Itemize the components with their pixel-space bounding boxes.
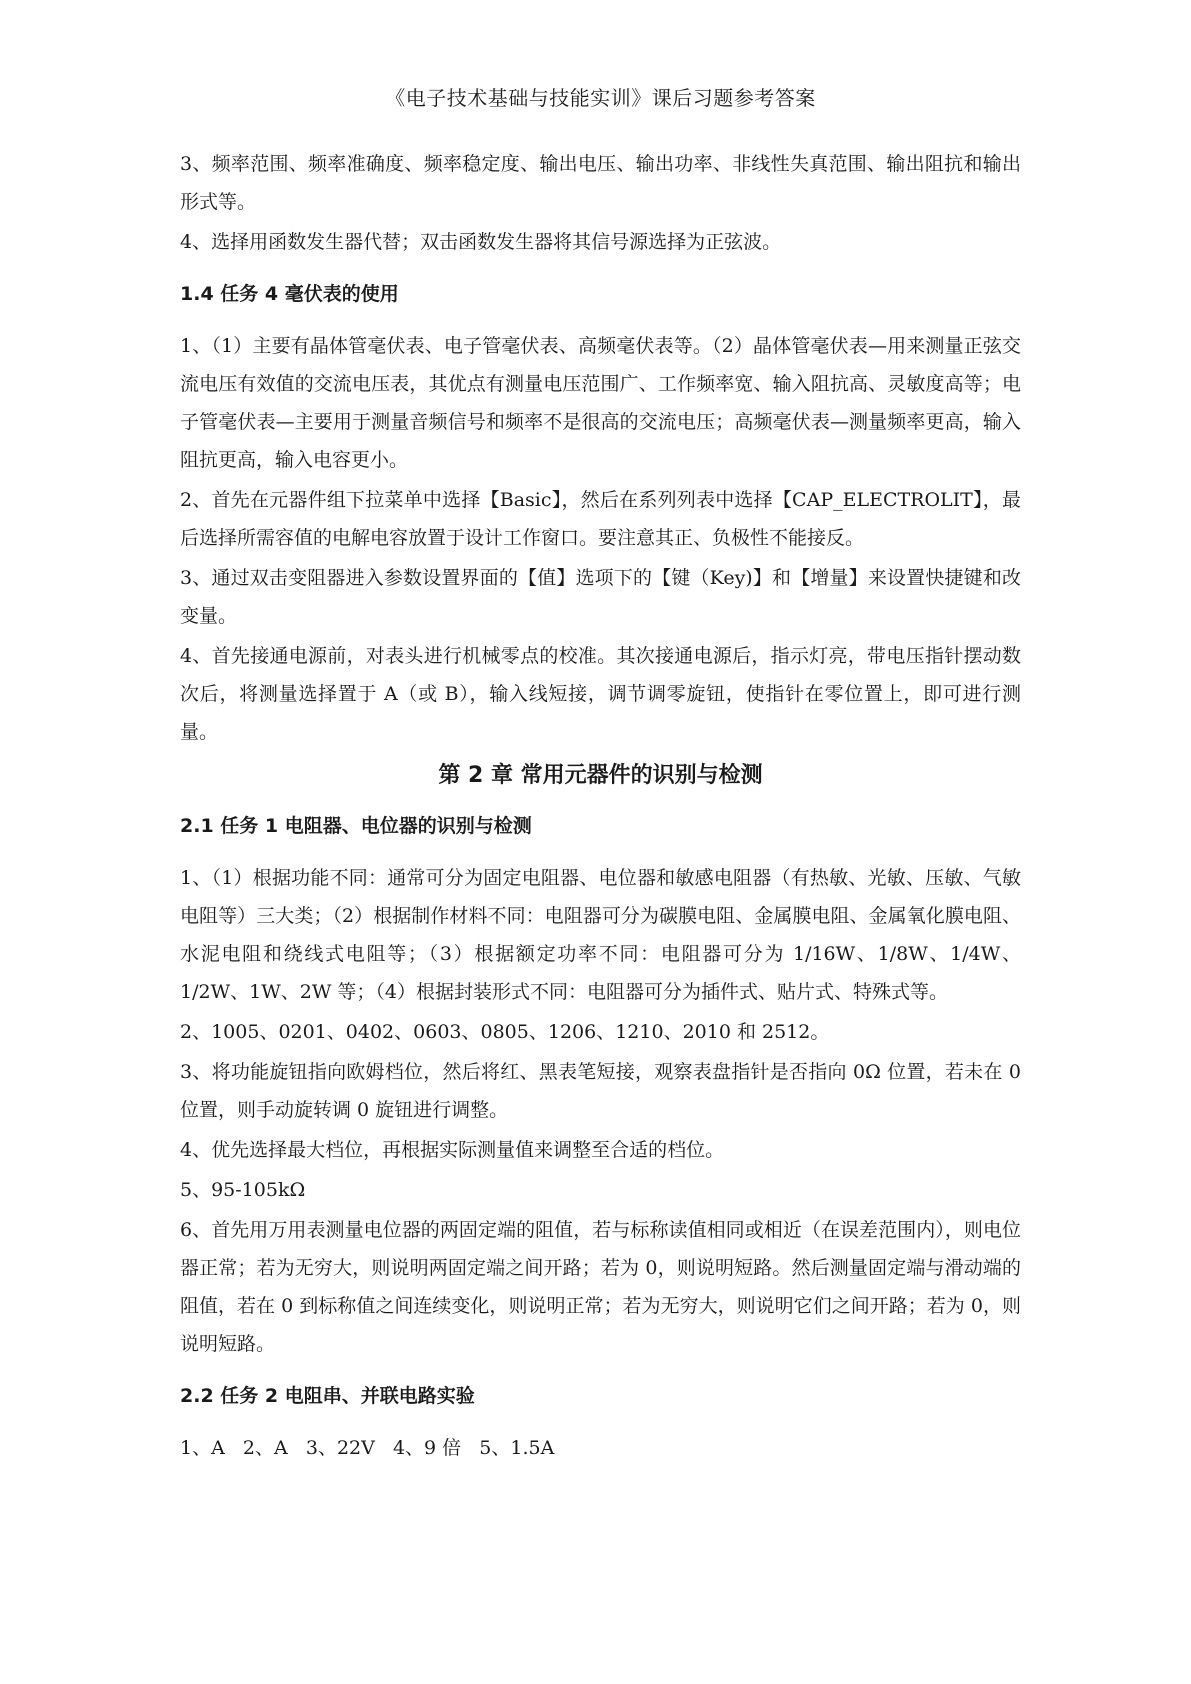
answers-block-1 — [180, 145, 1021, 261]
answer-item: 4、优先选择最大档位，再根据实际测量值来调整至合适的档位。 — [180, 1139, 725, 1161]
answer-item: 4、选择用函数发生器代替；双击函数发生器将其信号源选择为正弦波。 — [180, 231, 782, 253]
answer-item: 5、95-105kΩ — [180, 1179, 306, 1201]
answer-item: 2、首先在元器件组下拉菜单中选择【Basic】，然后在系列列表中选择【CAP_ELECTROLIT】，最后选择所需容值的电解电容放置于设计工作窗口。要注意其正、负极性不能接反。 — [180, 489, 1021, 549]
answers-block-2-1 — [180, 859, 1021, 1363]
chapter-heading-2: 第 2 章 常用元器件的识别与检测 — [438, 763, 763, 788]
answers-block-2-2 — [180, 1429, 1021, 1467]
answer-item: 3、频率范围、频率准确度、频率稳定度、输出电压、输出功率、非线性失真范围、输出阻抗和输出形式等。 — [180, 153, 1021, 213]
answer-item: 2、1005、0201、0402、0603、0805、1206、1210、2010 和 2512。 — [180, 1021, 830, 1043]
answer-item: 1、（1）根据功能不同：通常可分为固定电阻器、电位器和敏感电阻器（有热敏、光敏、压敏、气敏电阻等）三大类；（2）根据制作材料不同：电阻器可分为碳膜电阻、金属膜电阻、金属氧化膜电阻、水泥电阻和绕线式电阻等；（3）根据额定功率不同：电阻器可分为 1/16W、1/8W、1/4W、1/2W、1W、2W 等；（4）根据封装形式不同：电阻器可分为插件式、贴片式、特殊式等。 — [180, 867, 1021, 1003]
page-header: 《电子技术基础与技能实训》课后习题参考答案 — [385, 86, 816, 110]
answer-item: 3、通过双击变阻器进入参数设置界面的【值】选项下的【键（Key)】和【增量】来设置快捷键和改变量。 — [180, 567, 1021, 627]
section-heading-1-4: 1.4 任务 4 毫伏表的使用 — [180, 283, 399, 305]
answer-item: 1、A 2、A 3、22V 4、9 倍 5、1.5A — [180, 1437, 555, 1459]
answers-block-1-4 — [180, 327, 1021, 751]
answer-item: 6、首先用万用表测量电位器的两固定端的阻值，若与标称读值相同或相近（在误差范围内），则电位器正常；若为无穷大，则说明两固定端之间开路；若为 0，则说明短路。然后测量固定端与滑动端的阻值，若在 0 到标称值之间连续变化，则说明正常；若为无穷大，则说明它们之间开路；若为 0，则说明短路。 — [180, 1219, 1021, 1355]
answer-item: 3、将功能旋钮指向欧姆档位，然后将红、黑表笔短接，观察表盘指针是否指向 0Ω 位置，若未在 0 位置，则手动旋转调 0 旋钮进行调整。 — [180, 1061, 1021, 1121]
answer-item: 4、首先接通电源前，对表头进行机械零点的校准。其次接通电源后，指示灯亮，带电压指针摆动数次后，将测量选择置于 A（或 B），输入线短接，调节调零旋钮，使指针在零位置上，即可进行测量。 — [180, 645, 1021, 743]
section-heading-2-2: 2.2 任务 2 电阻串、并联电路实验 — [180, 1385, 475, 1407]
section-heading-2-1: 2.1 任务 1 电阻器、电位器的识别与检测 — [180, 815, 532, 837]
answer-item: 1、（1）主要有晶体管毫伏表、电子管毫伏表、高频毫伏表等。（2）晶体管毫伏表—用来测量正弦交流电压有效值的交流电压表，其优点有测量电压范围广、工作频率宽、输入阻抗高、灵敏度高等；电子管毫伏表—主要用于测量音频信号和频率不是很高的交流电压；高频毫伏表—测量频率更高，输入阻抗更高，输入电容更小。 — [180, 335, 1021, 471]
